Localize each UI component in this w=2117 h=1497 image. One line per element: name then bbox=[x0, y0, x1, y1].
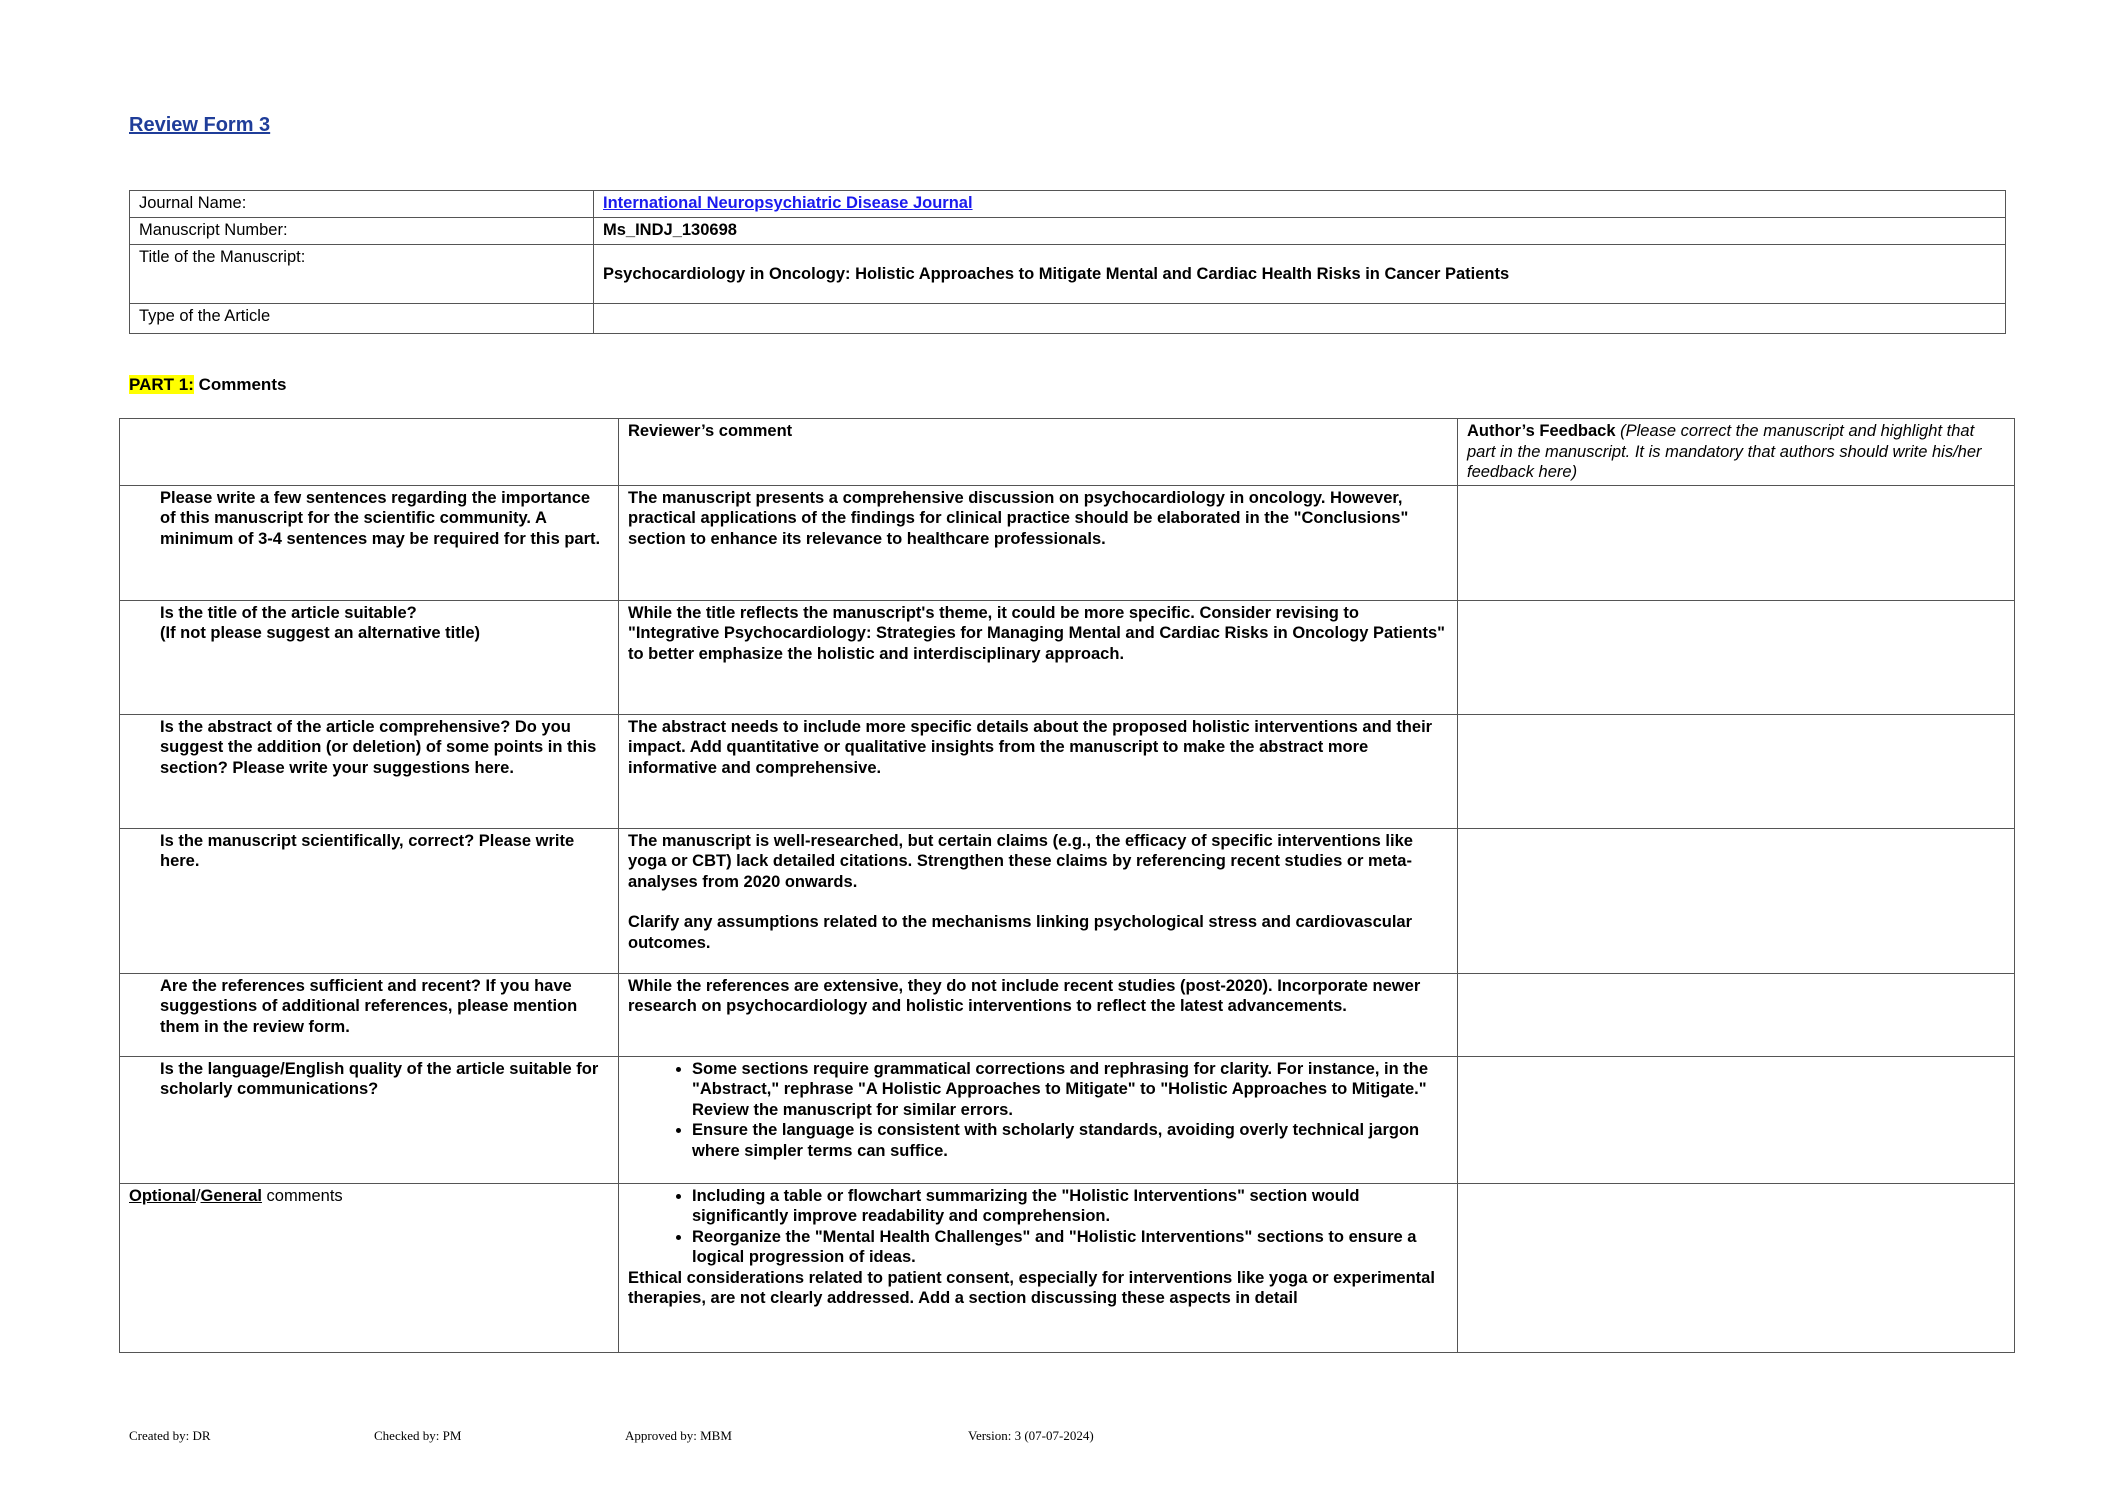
question: Is the language/English quality of the article suitable for scholarly communications? bbox=[120, 1056, 619, 1183]
manuscript-number: Ms_INDJ_130698 bbox=[594, 218, 2006, 245]
journal-link[interactable]: International Neuropsychiatric Disease Journal bbox=[603, 194, 973, 212]
optional-label bbox=[120, 1183, 619, 1352]
question: Are the references sufficient and recent? If you have suggestions of additional references, please mention them in the review form. bbox=[120, 973, 619, 1056]
question: Is the title of the article suitable? (If not please suggest an alternative title) bbox=[120, 600, 619, 714]
table-row bbox=[120, 828, 2015, 973]
question: Is the abstract of the article comprehensive? Do you suggest the addition (or deletion) of some points in this section? Please write your suggestions here. bbox=[120, 714, 619, 828]
comments-table bbox=[119, 418, 2015, 1353]
header-author bbox=[1458, 419, 2015, 486]
author-feedback-cell[interactable] bbox=[1458, 714, 2015, 828]
reviewer-comment-2: Clarify any assumptions related to the mechanisms linking psychological stress and cardiovascular outcomes. bbox=[628, 913, 1413, 952]
author-feedback-cell[interactable] bbox=[1458, 828, 2015, 973]
table-row bbox=[120, 714, 2015, 828]
form-title: Review Form 3 bbox=[129, 114, 271, 136]
article-type bbox=[594, 304, 2006, 334]
separator: / bbox=[195, 1186, 201, 1205]
meta-label: Type of the Article bbox=[130, 304, 594, 334]
part-label: PART 1: bbox=[129, 375, 194, 394]
question: Is the manuscript scientifically, correct? Please write here. bbox=[120, 828, 619, 973]
bullet-item: • Reorganize the "Mental Health Challenges" and "Holistic Interventions" sections to ensure a logical progression of ideas. bbox=[692, 1227, 1448, 1268]
bullet-list bbox=[628, 1059, 1448, 1162]
bullet-item: • Some sections require grammatical corrections and rephrasing for clarity. For instance, in the "Abstract," rephrase "A Holistic Approaches to Mitigate" to "Holistic Approaches to Mitigate." Review the manuscript for similar errors. bbox=[692, 1059, 1448, 1121]
footer-version: Version: 3 (07-07-2024) bbox=[968, 1428, 1094, 1443]
footer-created: Created by: DR bbox=[129, 1428, 211, 1443]
optional-comment: Ethical considerations related to patient consent, especially for interventions like yoga or experimental therapies, are not clearly addressed. Add a section discussing these aspects in detail bbox=[628, 1268, 1435, 1307]
table-row bbox=[120, 973, 2015, 1056]
question: Please write a few sentences regarding the importance of this manuscript for the scientific community. A minimum of 3-4 sentences may be required for this part. bbox=[120, 485, 619, 600]
author-feedback-cell[interactable] bbox=[1458, 973, 2015, 1056]
general-text: General bbox=[200, 1186, 262, 1205]
part-title: Comments bbox=[193, 375, 287, 394]
table-row bbox=[120, 485, 2015, 600]
bullet-item: • Including a table or flowchart summarizing the "Holistic Interventions" section would significantly improve readability and comprehension. bbox=[692, 1186, 1448, 1227]
author-feedback-label: Author’s Feedback bbox=[1467, 422, 1616, 440]
bullet-list bbox=[628, 1186, 1448, 1268]
manuscript-title: Psychocardiology in Oncology: Holistic Approaches to Mitigate Mental and Cardiac Health Risks in Cancer Patients bbox=[594, 245, 2006, 304]
header-reviewer: Reviewer’s comment bbox=[619, 419, 1458, 486]
table-row bbox=[120, 1183, 2015, 1352]
reviewer-comment: The abstract needs to include more specific details about the proposed holistic interventions and their impact. Add quantitative or qualitative insights from the manuscript to make the abstract more informative and comprehensive. bbox=[619, 714, 1458, 828]
footer-checked: Checked by: PM bbox=[374, 1428, 462, 1443]
author-feedback-cell[interactable] bbox=[1458, 1056, 2015, 1183]
reviewer-comment: While the references are extensive, they do not include recent studies (post-2020). Incorporate newer research on psychocardiology and holistic interventions to reflect the latest advancements. bbox=[619, 973, 1458, 1056]
meta-label: Title of the Manuscript: bbox=[130, 245, 594, 304]
table-row bbox=[120, 1056, 2015, 1183]
part-heading bbox=[129, 375, 286, 395]
table-row bbox=[120, 600, 2015, 714]
comments-text: comments bbox=[261, 1186, 343, 1205]
bullet-item: • Ensure the language is consistent with scholarly standards, avoiding overly technical jargon where simpler terms can suffice. bbox=[692, 1120, 1448, 1161]
meta-label: Manuscript Number: bbox=[130, 218, 594, 245]
manuscript-info-table bbox=[129, 190, 2006, 334]
optional-text: Optional bbox=[129, 1186, 196, 1205]
reviewer-comment: The manuscript presents a comprehensive discussion on psychocardiology in oncology. However, practical applications of the findings for clinical practice should be elaborated in the "Conclusions" section to enhance its relevance to healthcare professionals. bbox=[619, 485, 1458, 600]
author-feedback-note: (Please correct the manuscript and highlight that part in the manuscript. It is mandatory that authors should write his/her feedback here) bbox=[1467, 422, 1982, 481]
author-feedback-cell[interactable] bbox=[1458, 485, 2015, 600]
author-feedback-cell[interactable] bbox=[1458, 600, 2015, 714]
reviewer-comment: The manuscript is well-researched, but certain claims (e.g., the efficacy of specific interventions like yoga or CBT) lack detailed citations. Strengthen these claims by referencing recent studies or meta-analyses from 2020 onwards. bbox=[628, 831, 1413, 891]
header-empty bbox=[120, 419, 619, 486]
meta-label: Journal Name: bbox=[130, 191, 594, 218]
reviewer-comment: While the title reflects the manuscript's theme, it could be more specific. Consider revising to "Integrative Psychocardiology: Strategies for Managing Mental and Cardiac Risks in Oncology Patients" to better emphasize the holistic and interdisciplinary approach. bbox=[619, 600, 1458, 714]
author-feedback-cell[interactable] bbox=[1458, 1183, 2015, 1352]
footer-approved: Approved by: MBM bbox=[625, 1428, 732, 1443]
